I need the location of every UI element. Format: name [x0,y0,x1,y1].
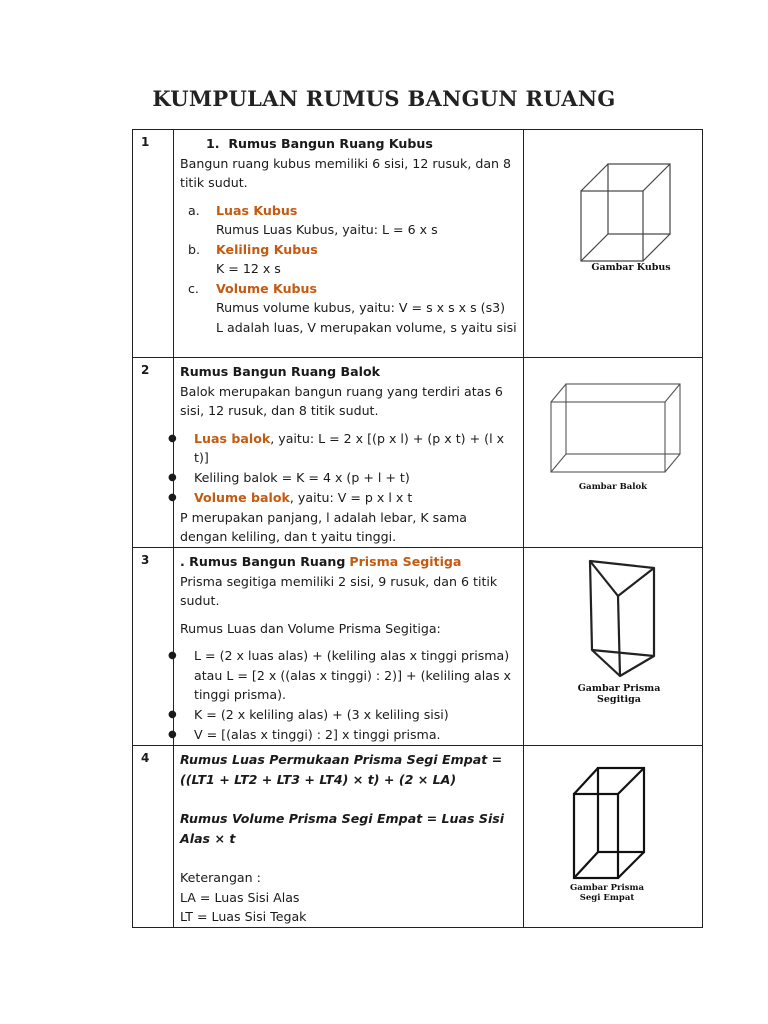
item-title: Luas balok [194,430,271,446]
row-content [174,130,524,358]
row-content [174,746,524,928]
row-number: 4 [133,746,174,928]
figure-cell [524,548,703,746]
heading-highlight: Prisma Segitiga [349,554,462,569]
outro-text: P merupakan panjang, l adalah lebar, K sama dengan keliling, dan t yaitu tinggi. [180,509,467,545]
formula-table [132,129,703,928]
row-number: 2 [133,358,174,548]
cuboid-figure [548,380,686,476]
table-row [133,746,703,928]
list-item: ● K = (2 x keliling alas) + (3 x keliling sisi) [168,705,517,725]
item-text: K = 12 x s [216,261,281,277]
row-heading: Rumus Bangun Ruang Balok [180,364,380,379]
table-row [133,358,703,548]
list-item: ● L = (2 x luas alas) + (keliling alas x tinggi prisma) atau L = [2 x ((alas x tinggi) : 2)] + (keliling alas x tinggi prisma). [168,646,517,705]
table-row [133,548,703,746]
figure-cell [524,358,703,548]
heading-text: . Rumus Bangun Ruang [180,554,346,569]
heading-text: Rumus Bangun Ruang Kubus [228,136,433,151]
item-text: Rumus volume kubus, yaitu: V = s x s x s (s3) [216,300,506,316]
item-title: Luas Kubus [216,202,298,218]
row-content [168,358,524,548]
item-text: L = (2 x luas alas) + (keliling alas x tinggi prisma) atau L = [2 x ((alas x tinggi) : 2)] + (keliling alas x tinggi prisma). [194,648,511,703]
legend-heading: Keterangan : [180,870,261,886]
figure-caption: Gambar Prisma Segi Empat [569,883,645,903]
intro-text: Prisma segitiga memiliki 2 sisi, 9 rusuk, dan 6 titik sudut. [180,573,498,609]
list-item: c. Volume Kubus Rumus volume kubus, yaitu: V = s x s x s (s3) L adalah luas, V merupakan volume, s yaitu sisi [188,279,517,338]
item-title: Keliling Kubus [216,241,318,257]
item-text: Keliling balok = K = 4 x (p + l + t) [194,469,410,485]
subheading: Rumus Luas dan Volume Prisma Segitiga: [180,620,441,636]
page-title: KUMPULAN RUMUS BANGUN RUANG [152,86,616,111]
figure-cell [524,746,703,928]
item-title: Volume Kubus [216,280,318,296]
intro-text: Bangun ruang kubus memiliki 6 sisi, 12 rusuk, dan 8 titik sudut. [180,155,512,191]
formula-surface-area: Rumus Luas Permukaan Prisma Segi Empat = ((LT1 + LT2 + LT3 + LT4) × t) + (2 × LA) [180,752,503,787]
figure-cell [524,130,703,358]
legend-item: LA = Luas Sisi Alas [180,889,300,905]
item-text: , yaitu: L = 2 x [(p x l) + (p x t) + (l x t)] [194,430,505,466]
row-number: 3 [133,548,174,746]
square-prism-figure [570,764,650,882]
table-row [133,130,703,358]
list-item: a. Luas Kubus Rumus Luas Kubus, yaitu: L = 6 x s [188,201,517,240]
cube-figure [578,158,674,268]
row-heading [180,552,517,572]
row-number: 1 [133,130,174,358]
figure-caption: Gambar Kubus [591,262,671,273]
item-text: , yaitu: V = p x l x t [289,489,413,505]
row-heading [180,134,517,154]
list-item: ● V = [(alas x tinggi) : 2] x tinggi prisma. [168,725,517,745]
item-text: Rumus Luas Kubus, yaitu: L = 6 x s [216,222,438,238]
figure-caption: Gambar Prisma Segitiga [577,683,661,705]
list-item: ● Luas balok, yaitu: L = 2 x [(p x l) + (p x t) + (l x t)] [168,430,505,466]
list-item: b. Keliling Kubus K = 12 x s [188,240,517,279]
list-item: ● Keliling balok = K = 4 x (p + l + t) [168,468,517,488]
item-text: L adalah luas, V merupakan volume, s yaitu sisi [216,319,517,335]
heading-number: 1. [206,136,220,151]
intro-text: Balok merupakan bangun ruang yang terdiri atas 6 sisi, 12 rusuk, dan 8 titik sudut. [180,383,503,419]
legend-item: LT = Luas Sisi Tegak [180,909,307,925]
formula-volume: Rumus Volume Prisma Segi Empat = Luas Sisi Alas × t [180,811,505,846]
row-content [168,548,524,746]
item-title: Volume balok [194,489,290,505]
list-item: ● Volume balok, yaitu: V = p x l x t [168,489,413,505]
item-text: K = (2 x keliling alas) + (3 x keliling sisi) [194,706,449,722]
figure-caption: Gambar Balok [578,482,648,492]
item-text: V = [(alas x tinggi) : 2] x tinggi prisma. [194,726,441,742]
triangular-prism-figure [584,558,660,680]
